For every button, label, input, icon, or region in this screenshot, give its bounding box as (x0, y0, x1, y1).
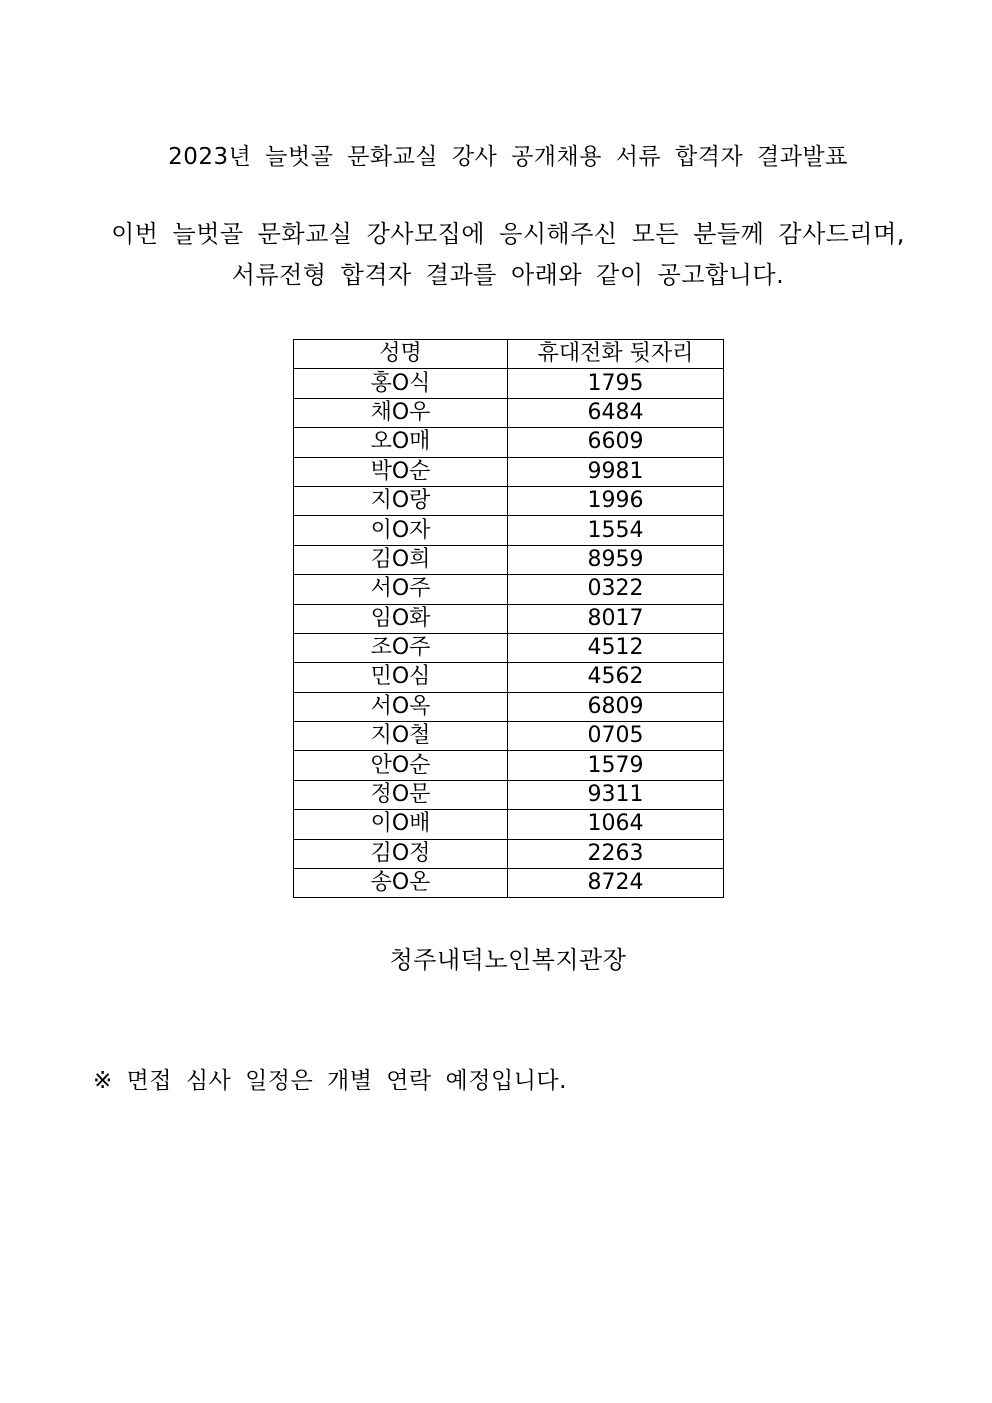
cell-phone: 9981 (508, 457, 724, 486)
table-row (294, 839, 724, 868)
cell-phone: 1064 (508, 810, 724, 839)
table-row (294, 810, 724, 839)
table-row (294, 692, 724, 721)
cell-phone: 8724 (508, 869, 724, 898)
table-row (294, 486, 724, 515)
organization-signature: 청주내덕노인복지관장 (389, 946, 627, 974)
cell-name: 이O배 (294, 810, 508, 839)
table-row (294, 663, 724, 692)
cell-name: 오O매 (294, 428, 508, 457)
cell-name: 김O정 (294, 839, 508, 868)
cell-phone: 1579 (508, 751, 724, 780)
table-row (294, 575, 724, 604)
header-name: 성명 (294, 340, 508, 369)
cell-phone: 6484 (508, 398, 724, 427)
cell-phone: 6809 (508, 692, 724, 721)
table-row (294, 751, 724, 780)
table-row (294, 780, 724, 809)
table-row (294, 457, 724, 486)
table-row (294, 633, 724, 662)
cell-name: 채O우 (294, 398, 508, 427)
cell-phone: 6609 (508, 428, 724, 457)
intro-line: 서류전형 합격자 결과를 아래와 같이 공고합니다. (231, 261, 785, 289)
cell-phone: 8959 (508, 545, 724, 574)
header-phone: 휴대전화 뒷자리 (508, 340, 724, 369)
cell-phone: 0705 (508, 722, 724, 751)
table-row (294, 428, 724, 457)
table-row (294, 369, 724, 398)
table-header-row (294, 340, 724, 369)
table-row (294, 545, 724, 574)
cell-name: 홍O식 (294, 369, 508, 398)
cell-name: 이O자 (294, 516, 508, 545)
cell-name: 서O주 (294, 575, 508, 604)
cell-phone: 9311 (508, 780, 724, 809)
cell-name: 지O랑 (294, 486, 508, 515)
cell-phone: 1554 (508, 516, 724, 545)
cell-phone: 8017 (508, 604, 724, 633)
cell-phone: 2263 (508, 839, 724, 868)
cell-name: 박O순 (294, 457, 508, 486)
table-row (294, 516, 724, 545)
table-row (294, 869, 724, 898)
results-body (294, 369, 724, 898)
table-row (294, 604, 724, 633)
cell-name: 지O철 (294, 722, 508, 751)
cell-phone: 0322 (508, 575, 724, 604)
cell-phone: 1795 (508, 369, 724, 398)
cell-name: 송O온 (294, 869, 508, 898)
results-table (293, 339, 724, 898)
cell-name: 조O주 (294, 633, 508, 662)
interview-note: ※ 면접 심사 일정은 개별 연락 예정입니다. (93, 1068, 567, 1094)
table-row (294, 722, 724, 751)
cell-name: 정O문 (294, 780, 508, 809)
cell-name: 안O순 (294, 751, 508, 780)
cell-phone: 4512 (508, 633, 724, 662)
table-row (294, 398, 724, 427)
cell-name: 김O희 (294, 545, 508, 574)
cell-phone: 4562 (508, 663, 724, 692)
cell-name: 서O옥 (294, 692, 508, 721)
cell-phone: 1996 (508, 486, 724, 515)
page-title: 2023년 늘벗골 문화교실 강사 공개채용 서류 합격자 결과발표 (168, 144, 848, 170)
cell-name: 임O화 (294, 604, 508, 633)
intro-paragraph (0, 214, 992, 296)
intro-line: 이번 늘벗골 문화교실 강사모집에 응시해주신 모든 분들께 감사드리며, (111, 220, 905, 248)
cell-name: 민O심 (294, 663, 508, 692)
